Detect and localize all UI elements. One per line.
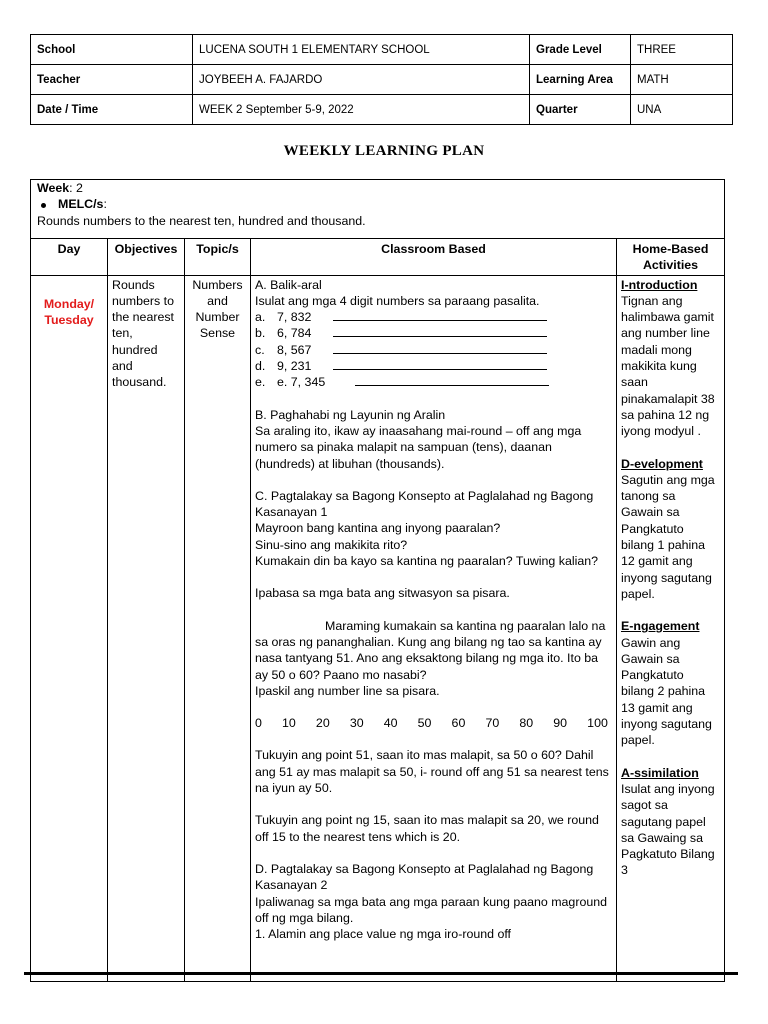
info-row-date bbox=[31, 95, 733, 125]
weekly-plan-table bbox=[30, 179, 725, 982]
info-label: Learning Area bbox=[530, 65, 631, 95]
info-label: Grade Level bbox=[530, 35, 631, 65]
section-a-instruction: Isulat ang mga 4 digit numbers sa paraang pasalita. bbox=[255, 293, 540, 308]
engagement-heading: E-ngagement bbox=[621, 619, 700, 634]
topics-cell: Numbers and Number Sense bbox=[185, 275, 251, 981]
melc-text: Rounds numbers to the nearest ten, hundred and thousand. bbox=[37, 213, 366, 228]
section-c-post: Ipaskil ang number line sa pisara. bbox=[255, 683, 440, 698]
section-b-title: B. Paghahabi ng Layunin ng Aralin bbox=[255, 407, 446, 422]
answer-blank bbox=[333, 325, 547, 337]
info-value: LUCENA SOUTH 1 ELEMENTARY SCHOOL bbox=[193, 35, 530, 65]
melc-line bbox=[37, 196, 718, 212]
number-line-tick: 40 bbox=[383, 716, 398, 731]
info-value: MATH bbox=[631, 65, 733, 95]
col-header-classroom: Classroom Based bbox=[251, 239, 617, 276]
section-c-story: Maraming kumakain sa kantina ng paaralan lalo na sa oras ng pananghalian. Kung ang bilang ng tao sa kantina ay nasa tantyang 51. Ano ang eksaktong bilang ng mga ito. Ito ba ay 50 o 60? Paano mo nasabi? bbox=[255, 618, 606, 682]
development-heading: D-evelopment bbox=[621, 456, 703, 471]
info-label: Quarter bbox=[530, 95, 631, 125]
day-cell: Monday/ Tuesday bbox=[31, 275, 108, 981]
item-marker: e. bbox=[255, 375, 266, 390]
list-item bbox=[255, 325, 612, 341]
col-header-objectives: Objectives bbox=[108, 239, 185, 276]
page-title: WEEKLY LEARNING PLAN bbox=[283, 143, 485, 159]
item-text: 6, 784 bbox=[277, 326, 312, 341]
info-value: THREE bbox=[631, 35, 733, 65]
week-value: : 2 bbox=[69, 181, 83, 195]
item-text: 9, 231 bbox=[277, 359, 312, 374]
col-header-topics: Topic/s bbox=[185, 239, 251, 276]
introduction-text: Tignan ang halimbawa gamit ang number line madali mong makikita kung saan pinakamalapit 38 sa pahina 12 ng iyong modyul . bbox=[621, 293, 715, 439]
introduction-heading: I-ntroduction bbox=[621, 277, 698, 292]
answer-blank bbox=[355, 374, 549, 386]
section-c-question: Mayroon bang kantina ang inyong paaralan? bbox=[255, 521, 501, 536]
number-line-tick: 20 bbox=[315, 716, 330, 731]
number-line-tick: 100 bbox=[587, 716, 608, 731]
item-marker: d. bbox=[255, 359, 266, 374]
number-line-tick: 10 bbox=[282, 716, 296, 731]
list-item bbox=[255, 374, 612, 390]
section-d-title: D. Pagtalakay sa Bagong Konsepto at Paglalahad ng Bagong Kasanayan 2 bbox=[255, 861, 594, 893]
point-15-text: Tukuyin ang point ng 15, saan ito mas malapit sa 20, we round off 15 to the nearest tens which is 20. bbox=[255, 813, 599, 844]
info-row-school bbox=[31, 35, 733, 65]
bullet-icon bbox=[41, 203, 46, 208]
item-text: 7, 832 bbox=[277, 310, 312, 325]
info-value: JOYBEEH A. FAJARDO bbox=[193, 65, 530, 95]
answer-blank bbox=[333, 358, 547, 370]
plan-body-row bbox=[31, 275, 725, 981]
section-a-title: A. Balik-aral bbox=[255, 277, 322, 292]
week-cell bbox=[31, 180, 725, 239]
section-c-question: Sinu-sino ang makikita rito? bbox=[255, 537, 408, 552]
number-line-tick: 0 bbox=[255, 716, 262, 731]
number-line-tick: 60 bbox=[451, 716, 466, 731]
objectives-cell: Rounds numbers to the nearest ten, hundred and thousand. bbox=[108, 275, 185, 981]
section-c-story-wrap bbox=[255, 618, 612, 683]
footer-rule bbox=[24, 972, 738, 975]
assimilation-heading: A-ssimilation bbox=[621, 765, 699, 780]
info-value: UNA bbox=[631, 95, 733, 125]
section-b-text: Sa araling ito, ikaw ay inaasahang mai-round – off ang mga numero sa pinaka malapit na sampuan (tens), daanan (hundreds) at libuhan (thousands). bbox=[255, 423, 582, 471]
week-label: Week bbox=[37, 181, 70, 195]
col-header-home: Home-Based Activities bbox=[617, 239, 725, 276]
item-marker: c. bbox=[255, 342, 265, 357]
item-text: e. 7, 345 bbox=[277, 375, 326, 390]
list-item bbox=[255, 358, 612, 374]
list-item bbox=[255, 309, 612, 325]
number-line-tick: 90 bbox=[553, 716, 568, 731]
school-info-table bbox=[30, 34, 733, 125]
list-item bbox=[255, 342, 612, 358]
section-d-text: Ipaliwanag sa mga bata ang mga paraan kung paano maground off ng mga bilang. bbox=[255, 894, 608, 925]
melc-label: MELC/s bbox=[58, 197, 104, 212]
development-text: Sagutin ang mga tanong sa Gawain sa Pangkatuto bilang 1 pahina 12 gamit ang inyong sagutang papel. bbox=[621, 472, 715, 601]
item-text: 8, 567 bbox=[277, 342, 312, 357]
week-row bbox=[31, 180, 725, 239]
number-line-tick: 50 bbox=[417, 716, 432, 731]
week-line bbox=[37, 180, 718, 196]
number-line-tick: 80 bbox=[519, 716, 534, 731]
engagement-text: Gawin ang Gawain sa Pangkatuto bilang 2 pahina 13 gamit ang inyong sagutang papel. bbox=[621, 635, 712, 748]
info-label: Date / Time bbox=[31, 95, 193, 125]
item-marker: a. bbox=[255, 310, 266, 325]
classroom-cell bbox=[251, 275, 617, 981]
number-line bbox=[255, 715, 612, 731]
column-header-row bbox=[31, 239, 725, 276]
number-line-tick: 30 bbox=[349, 716, 364, 731]
assimilation-text: Isulat ang inyong sagot sa sagutang papel sa Gawaing sa Pagkatuto Bilang 3 bbox=[621, 781, 715, 878]
melc-colon: : bbox=[103, 197, 107, 212]
home-based-cell bbox=[617, 275, 725, 981]
section-c-question: Kumakain din ba kayo sa kantina ng paaralan? Tuwing kalian? bbox=[255, 554, 599, 569]
info-value: WEEK 2 September 5-9, 2022 bbox=[193, 95, 530, 125]
number-line-tick: 70 bbox=[485, 716, 500, 731]
info-label: Teacher bbox=[31, 65, 193, 95]
col-header-day: Day bbox=[31, 239, 108, 276]
answer-blank bbox=[333, 342, 547, 354]
section-c-read: Ipabasa sa mga bata ang sitwasyon sa pisara. bbox=[255, 586, 510, 601]
info-label: School bbox=[31, 35, 193, 65]
section-d-step: 1. Alamin ang place value ng mga iro-round off bbox=[255, 927, 512, 942]
section-c-title: C. Pagtalakay sa Bagong Konsepto at Paglalahad ng Bagong Kasanayan 1 bbox=[255, 488, 594, 520]
info-row-teacher bbox=[31, 65, 733, 95]
point-51-text: Tukuyin ang point 51, saan ito mas malapit, sa 50 o 60? Dahil ang 51 ay mas malapit sa 50, i- round off ang 51 sa nearest tens na iyun ay 50. bbox=[255, 748, 609, 796]
answer-blank bbox=[333, 309, 547, 321]
item-marker: b. bbox=[255, 326, 266, 341]
